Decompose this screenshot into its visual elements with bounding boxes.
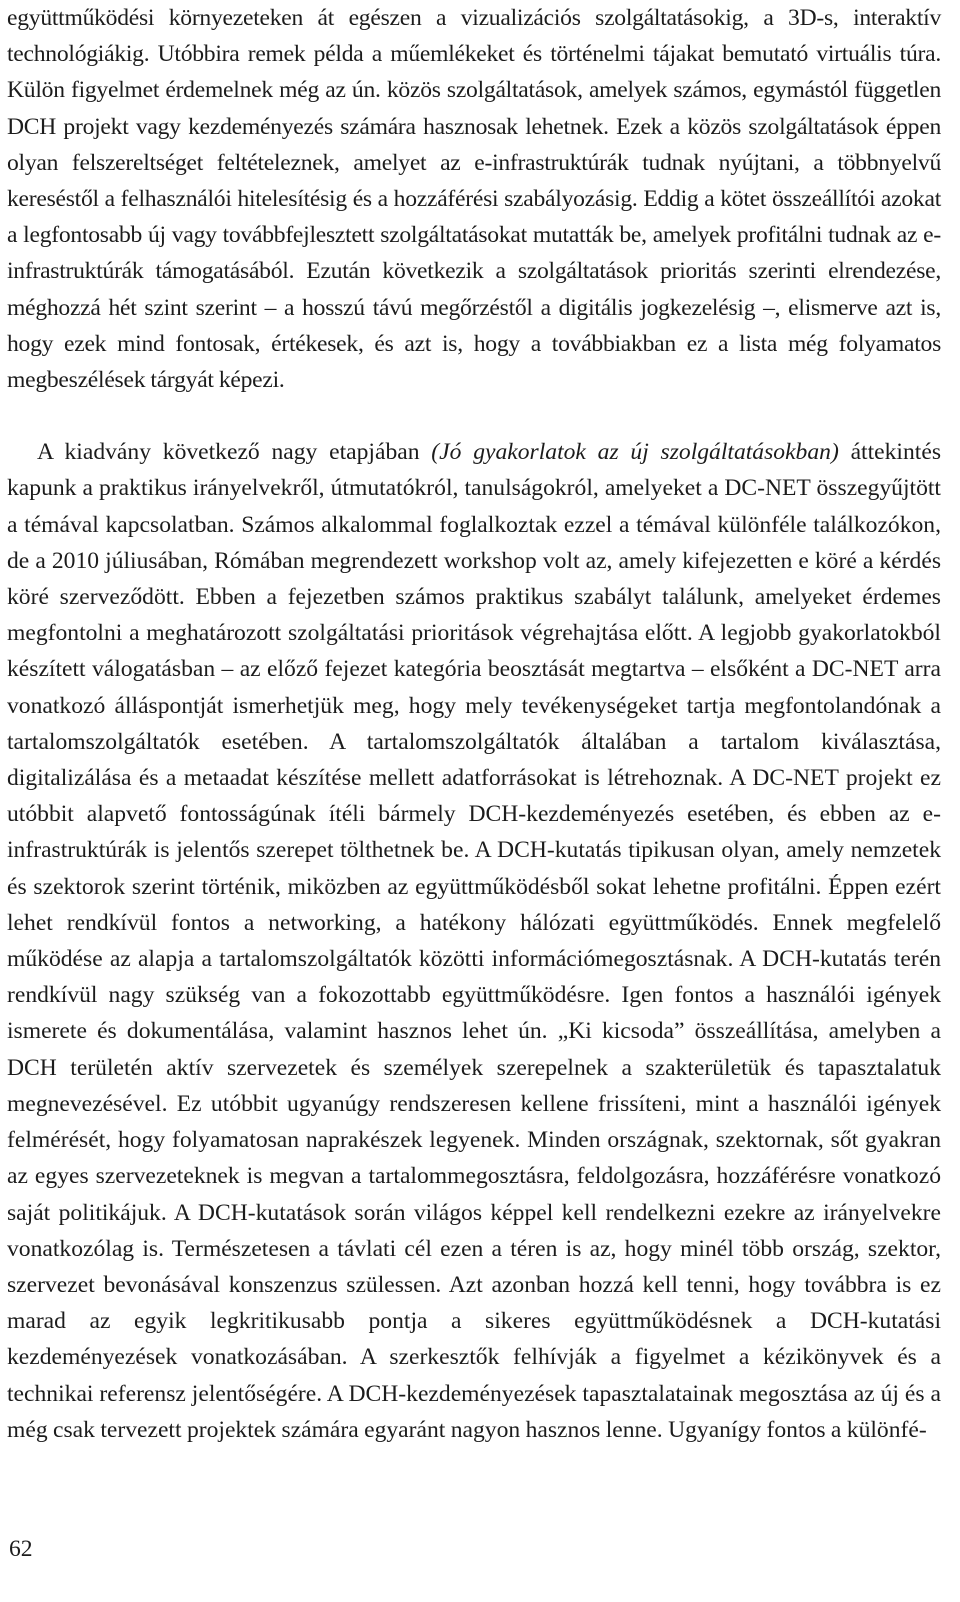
paragraph-2-body: áttekintés kapunk a praktikus irányelvekről, útmutatókról, tanulságokról, amelyeket a DC-NET összegyűjtött a témával kapcsolatban. Számos alkalommal foglalkoztak ezzel a témával különféle találkozókon, de a 2010 júliusában, Rómában megrendezett workshop volt az, amely kifejezetten e köré a kérdés köré szerveződött. Ebben a fejezetben számos praktikus szabályt találunk, amelyeket érdemes megfontolni a meghatározott szolgáltatási prioritások végrehajtása előtt. A legjobb gyakorlatokból készített válogatásban – az előző fejezet kategória beosztását megtartva – elsőként a DC-NET arra vonatkozó álláspontját ismerhetjük meg, hogy mely tevékenységeket tartja megfontolandónak a tartalomszolgáltatók esetében. A tartalomszolgáltatók általában a tartalom kiválasztása, digitalizálása és a metaadat készítése mellett adatforrásokat is létrehoznak. A DC-NET projekt ez utóbbit alapvető fontosságúnak ítéli bármely DCH-kezdeményezés esetében, és ebben az e-infrastruktúrák is jelentős szerepet tölthetnek be. A DCH-kutatás tipikusan olyan, amely nemzetek és szektorok szerint történik, miközben az együttműködésből sokat lehetne profitálni. Éppen ezért lehet rendkívül fontos a networking, a hatékony hálózati együttműködés. Ennek megfelelő működése az alapja a tartalomszolgáltatók közötti információmegosztásnak. A DCH-kutatás terén rendkívül nagy szükség van a fokozottabb együttműködésre. Igen fontos a használói igények ismerete és dokumentálása, valamint hasznos lehet ún. „Ki kicsoda” összeállítása, amelyben a DCH területén aktív szervezetek és személyek szerepelnek a szakterületük és tapasztalatuk megnevezésével. Ez utóbbit ugyanúgy rendszeresen kellene frissíteni, mint a használói igények felmérését, hogy folyamatosan naprakészek legyenek. Minden országnak, szektornak, sőt gyakran az egyes szervezeteknek is megvan a tartalommegosztásra, feldolgozásra, hozzáférésre vonatkozó saját politikájuk. A DCH-kutatások során világos képpel kell rendelkezni ezekre az irányelvekre vonatkozólag is. Természetesen a távlati cél ezen a téren is az, hogy minél több ország, szektor, szervezet bevonásával konszenzus szülessen. Azt azonban hozzá kell tenni, hogy továbbra is ez marad az egyik legkritikusabb pontja a sikeres együttműködésnek a DCH-kutatási kezdeményezések vonatkozásában. A szerkesztők felhívják a figyelmet a kézikönyvek és a technikai referensz jelentőségére. A DCH-kezdeményezések tapasztalatainak megosztása az új és a még csak tervezett projektek számára egyaránt nagyon hasznos lenne. Ugyanígy fontos a különfé-: [7, 439, 941, 1443]
body-paragraph-1: együttműködési környezeteken át egészen a vizualizációs szolgáltatásokig, a 3D-s, interaktív technológiákig. Utóbbira remek példa a műemlékeket és történelmi tájakat bemutató virtuális túra. Külön figyelmet érdemelnek még az ún. közös szolgáltatások, amelyek számos, egymástól független DCH projekt vagy kezdeményezés számára hasznosak lehetnek. Ezek a közös szolgáltatások éppen olyan felszereltséget feltételeznek, amelyet az e-infrastruktúrák tudnak nyújtani, a többnyelvű kereséstől a felhasználói hitelesítésig és a hozzáférési szabályozásig. Eddig a kötet összeállítói azokat a legfontosabb új vagy továbbfejlesztett szolgáltatásokat mutatták be, amelyek profitálni tudnak az e-infrastruktúrák támogatásából. Ezután következik a szolgáltatások prioritás szerinti elrendezése, méghozzá hét szint szerint – a hosszú távú megőrzéstől a digitális jogkezelésig –, elismerve azt is, hogy ezek mind fontosak, értékesek, és azt is, hogy a továbbiakban ez a lista még folyamatos megbeszélések tárgyát képezi.: [7, 5, 941, 394]
paragraph-2-italic-title: (Jó gyakorlatok az új szolgáltatásokban): [431, 439, 839, 466]
body-paragraph-2: [7, 434, 941, 1448]
document-page: [7, 0, 941, 1448]
paragraph-2-lead: A kiadvány következő nagy etapjában: [37, 439, 432, 466]
page-number: 62: [9, 1536, 33, 1562]
